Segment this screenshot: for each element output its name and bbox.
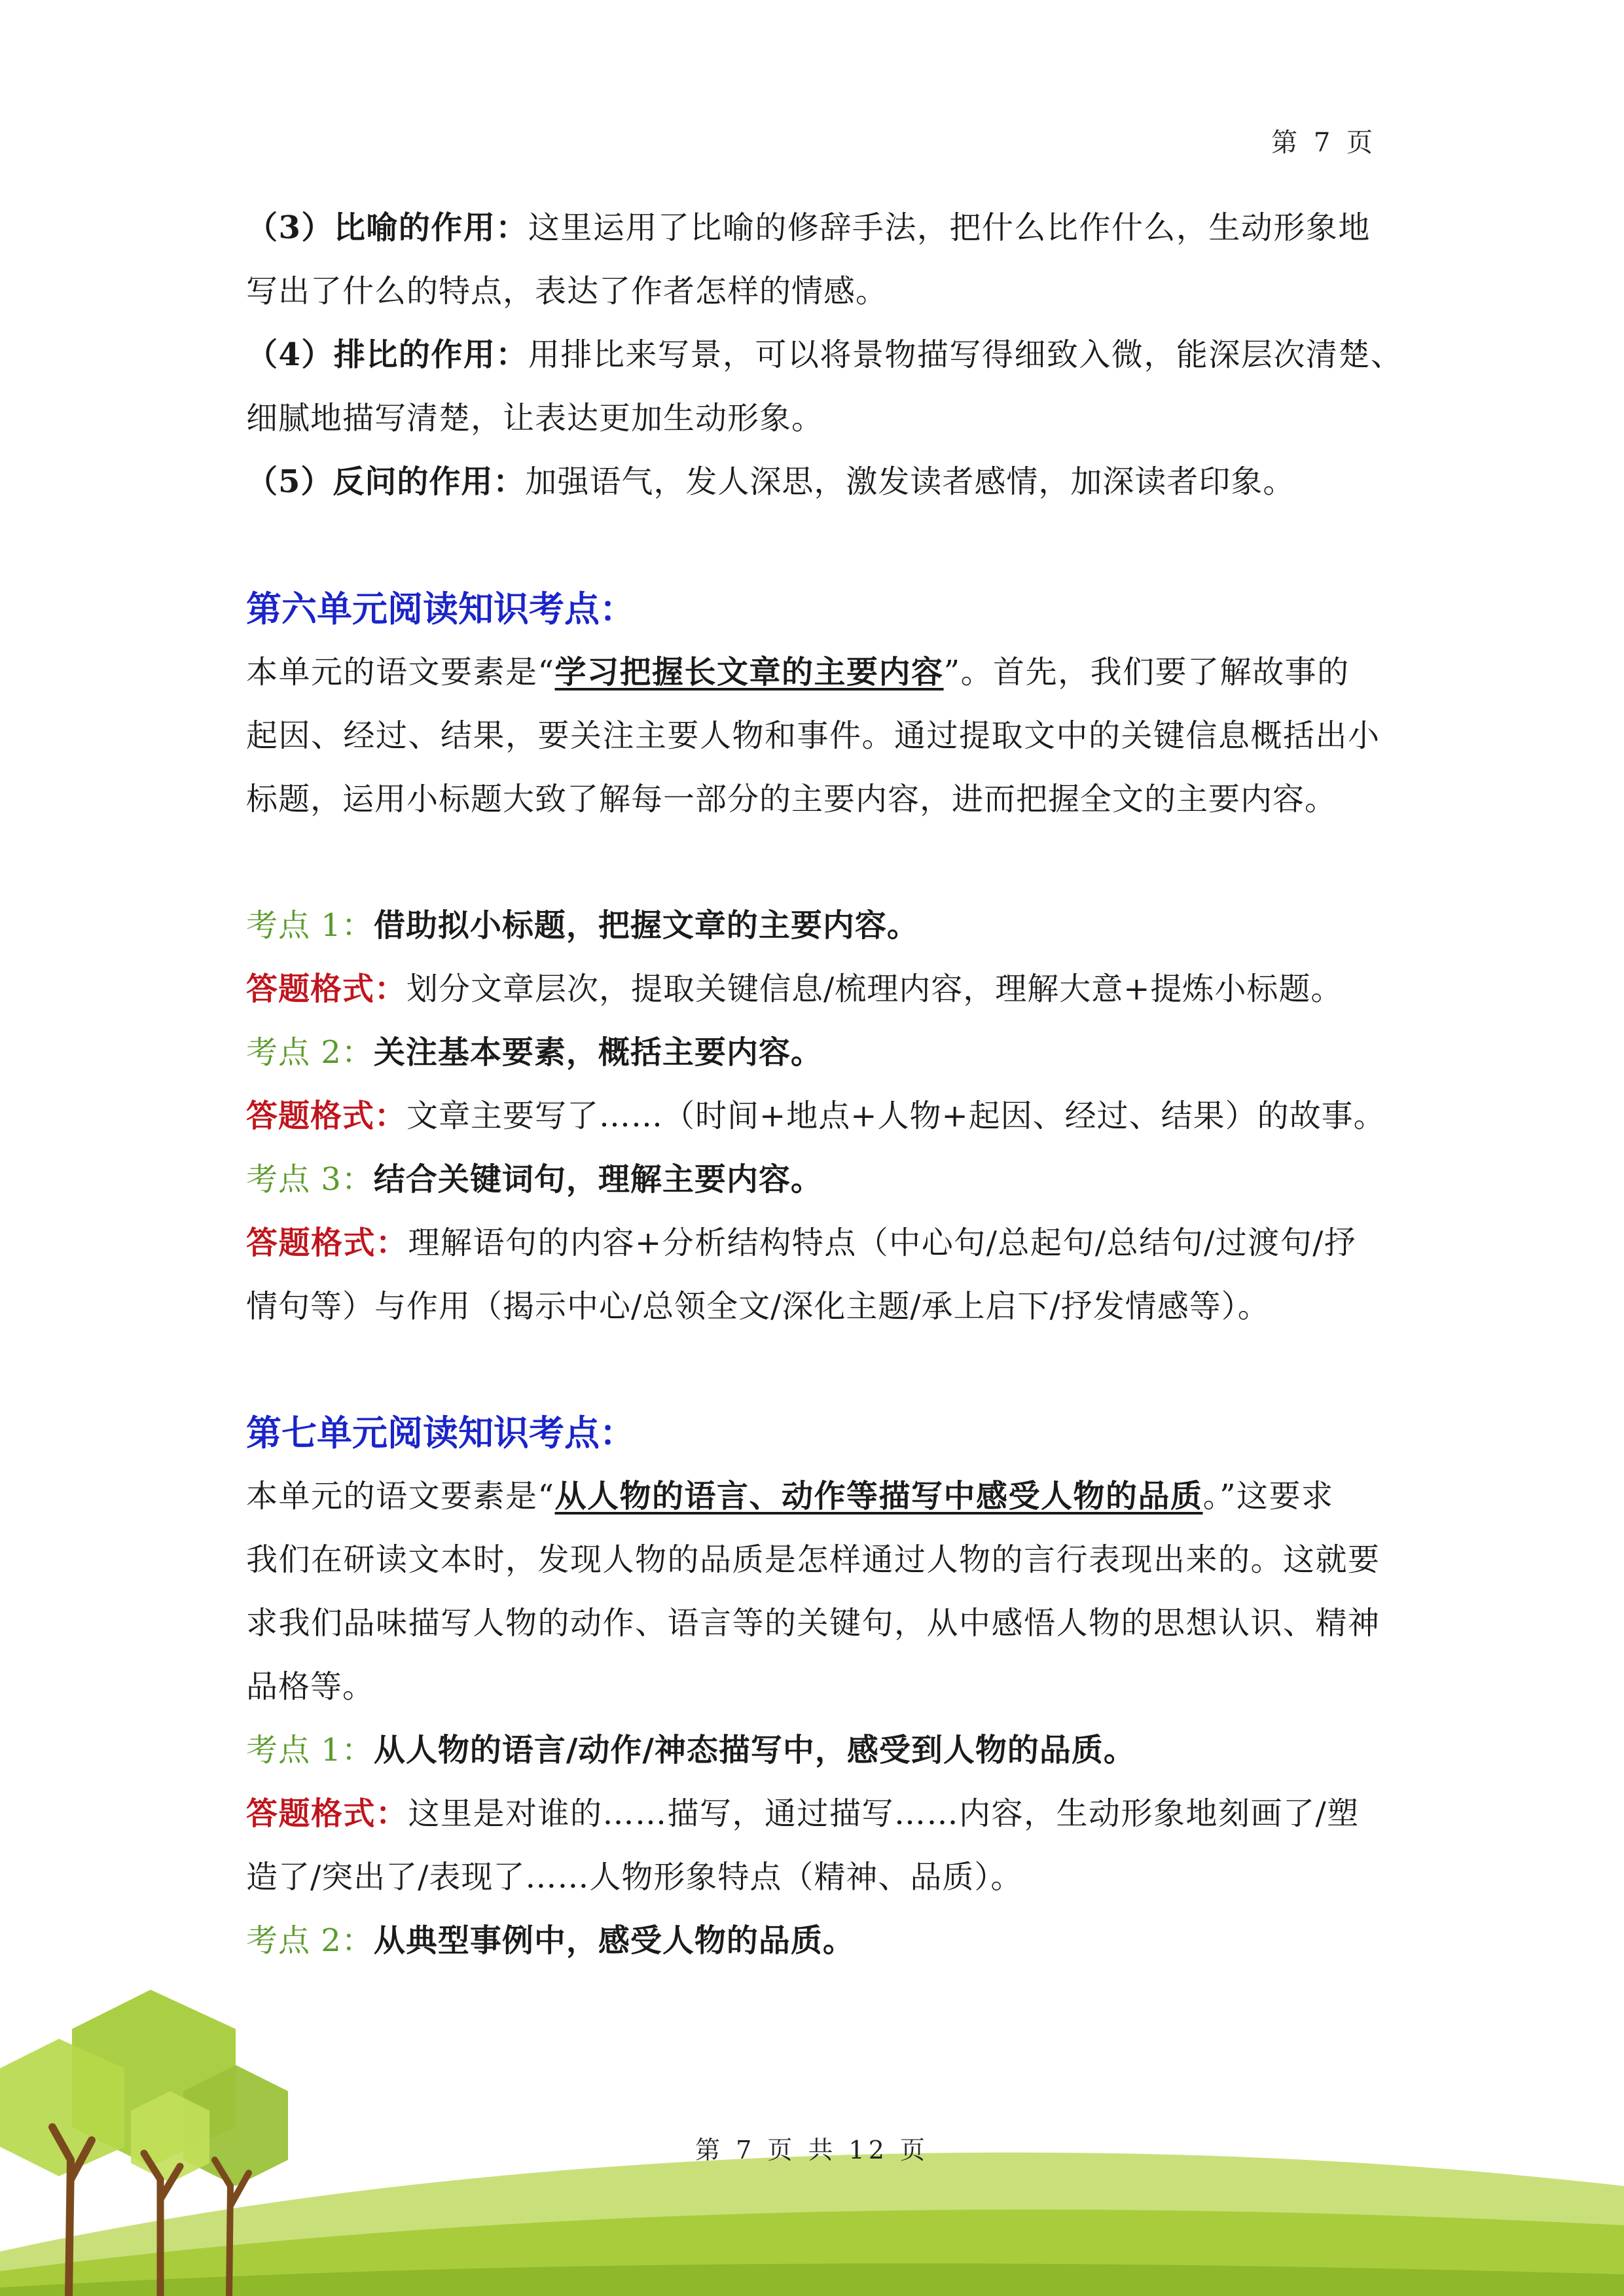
unit6-point-1 — [246, 894, 1379, 958]
item-line: 细腻地描写清楚，让表达更加生动形象。 — [246, 400, 824, 437]
point-label: 考点 1： — [246, 907, 374, 944]
answer-text: 理解语句的内容+分析结构特点（中心句/总起句/总结句/过渡句/抒 — [408, 1225, 1357, 1261]
answer-label: 答题格式： — [246, 1225, 408, 1261]
point-label: 考点 1： — [246, 1732, 374, 1768]
document-body — [246, 196, 1403, 1973]
item-text: 这里运用了比喻的修辞手法，把什么比作什么，生动形象地 — [528, 209, 1371, 246]
item-line — [246, 196, 1379, 260]
item-label: （5）反问的作用： — [246, 463, 526, 500]
page-header: 第 7 页 — [1271, 128, 1377, 158]
unit6-answer-3 — [246, 1211, 1379, 1275]
unit7-point-1 — [246, 1719, 1379, 1782]
item-line — [246, 323, 1403, 387]
point-text: 关注基本要素，概括主要内容。 — [373, 1034, 823, 1071]
unit7-heading: 第七单元阅读知识考点： — [246, 1412, 635, 1454]
intro-suffix: 。”这要求 — [1202, 1478, 1334, 1515]
item-text: 加强语气，发人深思，激发读者感情，加深读者印象。 — [525, 463, 1295, 500]
point-label: 考点 3： — [246, 1161, 374, 1198]
answer-text: 这里是对谁的……描写，通过描写……内容，生动形象地刻画了/塑 — [408, 1795, 1360, 1832]
answer-label: 答题格式： — [246, 1098, 407, 1134]
unit7-answer-1 — [246, 1782, 1379, 1846]
unit6-answer-3-cont: 情句等）与作用（揭示中心/总领全文/深化主题/承上启下/抒发情感等）。 — [246, 1288, 1270, 1325]
intro-prefix: 本单元的语文要素是“ — [246, 654, 555, 691]
unit7-intro-line: 我们在研读文本时，发现人物的品质是怎样通过人物的言行表现出来的。这就要 — [246, 1541, 1380, 1578]
answer-text: 划分文章层次，提取关键信息/梳理内容，理解大意+提炼小标题。 — [406, 971, 1343, 1007]
unit7-intro-line — [246, 1465, 1379, 1528]
item-text: 用排比来写景，可以将景物描写得细致入微，能深层次清楚、 — [528, 336, 1403, 373]
unit6-answer-1 — [246, 958, 1379, 1021]
point-label: 考点 2： — [246, 1034, 374, 1071]
item-line: 写出了什么的特点，表达了作者怎样的情感。 — [246, 273, 888, 310]
unit6-intro-line: 标题，运用小标题大致了解每一部分的主要内容，进而把握全文的主要内容。 — [246, 781, 1337, 817]
answer-label: 答题格式： — [246, 1795, 408, 1832]
point-text: 结合关键词句，理解主要内容。 — [373, 1161, 823, 1198]
answer-label: 答题格式： — [246, 971, 407, 1007]
point-text: 从人物的语言/动作/神态描写中，感受到人物的品质。 — [373, 1732, 1136, 1768]
intro-suffix: ”。首先，我们要了解故事的 — [943, 654, 1350, 691]
point-label: 考点 2： — [246, 1922, 374, 1959]
unit6-intro-line: 起因、经过、结果，要关注主要人物和事件。通过提取文中的关键信息概括出小 — [246, 717, 1380, 754]
unit7-key-element: 从人物的语言、动作等描写中感受人物的品质 — [554, 1478, 1203, 1515]
intro-prefix: 本单元的语文要素是“ — [246, 1478, 555, 1515]
unit6-intro-line — [246, 641, 1379, 704]
item-line — [246, 450, 1379, 514]
unit6-key-element: 学习把握长文章的主要内容 — [554, 654, 944, 691]
point-text: 从典型事例中，感受人物的品质。 — [373, 1922, 855, 1959]
unit7-intro-line: 品格等。 — [246, 1668, 375, 1705]
item-label: （4）排比的作用： — [246, 336, 528, 373]
unit6-point-3 — [246, 1148, 1379, 1211]
item-label: （3）比喻的作用： — [246, 209, 528, 246]
answer-text: 文章主要写了……（时间+地点+人物+起因、经过、结果）的故事。 — [406, 1098, 1386, 1134]
page-footer: 第 7 页 共 12 页 — [695, 2136, 929, 2164]
unit6-point-2 — [246, 1021, 1379, 1085]
unit7-answer-1-cont: 造了/突出了/表现了……人物形象特点（精神、品质）。 — [246, 1859, 1023, 1895]
unit6-answer-2 — [246, 1085, 1386, 1148]
unit6-heading: 第六单元阅读知识考点： — [246, 588, 635, 630]
unit7-point-2 — [246, 1909, 1379, 1973]
unit7-intro-line: 求我们品味描写人物的动作、语言等的关键句，从中感悟人物的思想认识、精神 — [246, 1605, 1380, 1641]
point-text: 借助拟小标题，把握文章的主要内容。 — [373, 907, 919, 944]
